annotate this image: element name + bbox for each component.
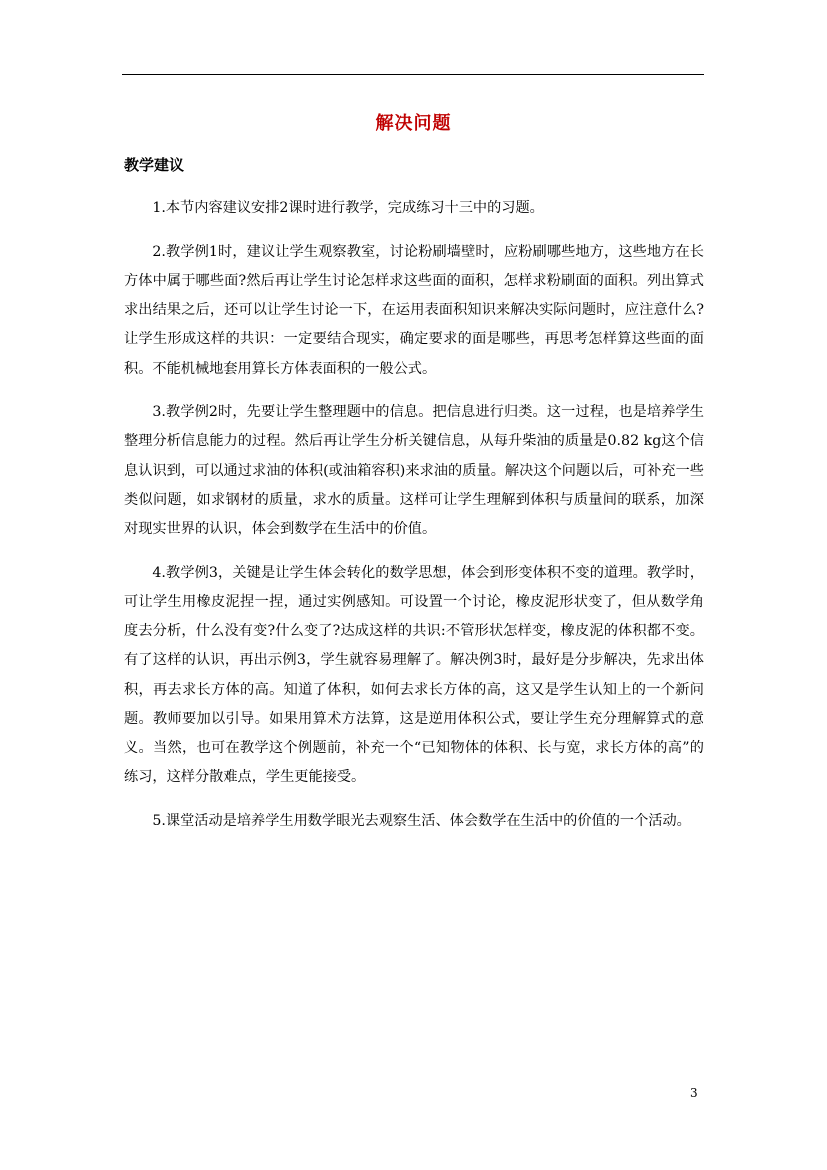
document-body (124, 194, 704, 851)
paragraph-3: 3.教学例2时，先要让学生整理题中的信息。把信息进行归类。这一过程，也是培养学生整理分析信息能力的过程。然后再让学生分析关键信息，从每升柴油的质量是0.82 kg这个信息认识到，可以通过求油的体积(或油箱容积)来求油的质量。解决这个问题以后，可补充一些类似问题，如求钢材的质量，求水的质量。这样可让学生理解到体积与质量间的联系，加深对现实世界的认识，体会到数学在生活中的价值。 (124, 404, 704, 538)
section-heading: 教学建议 (124, 156, 185, 174)
header-rule (122, 74, 704, 75)
page-number: 3 (690, 1086, 698, 1100)
paragraph-4: 4.教学例3，关键是让学生体会转化的数学思想，体会到形变体积不变的道理。教学时，可让学生用橡皮泥捏一捏，通过实例感知。可设置一个讨论，橡皮泥形状变了，但从数学角度去分析，什么没有变?什么变了?达成这样的共识:不管形状怎样变，橡皮泥的体积都不变。有了这样的认识，再出示例3，学生就容易理解了。解决例3时，最好是分步解决，先求出体积，再去求长方体的高。知道了体积，如何去求长方体的高，这又是学生认知上的一个新问题。教师要加以引导。如果用算术方法算，这是逆用体积公式，要让学生充分理解算式的意义。当然，也可在教学这个例题前，补充一个“已知物体的体积、长与宽，求长方体的高”的练习，这样分散难点，学生更能接受。 (124, 564, 704, 786)
document-title: 解决问题 (375, 113, 452, 134)
paragraph-2: 2.教学例1时，建议让学生观察教室，讨论粉刷墙壁时，应粉刷哪些地方，这些地方在长方体中属于哪些面?然后再让学生讨论怎样求这些面的面积，怎样求粉刷面的面积。列出算式求出结果之后，还可以让学生讨论一下，在运用表面积知识来解决实际问题时，应注意什么?让学生形成这样的共识：一定要结合现实，确定要求的面是哪些，再思考怎样算这些面的面积。不能机械地套用算长方体表面积的一般公式。 (124, 243, 704, 377)
paragraph-5: 5.课堂活动是培养学生用数学眼光去观察生活、体会数学在生活中的价值的一个活动。 (152, 812, 691, 829)
paragraph-1: 1.本节内容建议安排2课时进行教学，完成练习十三中的习题。 (152, 200, 544, 216)
